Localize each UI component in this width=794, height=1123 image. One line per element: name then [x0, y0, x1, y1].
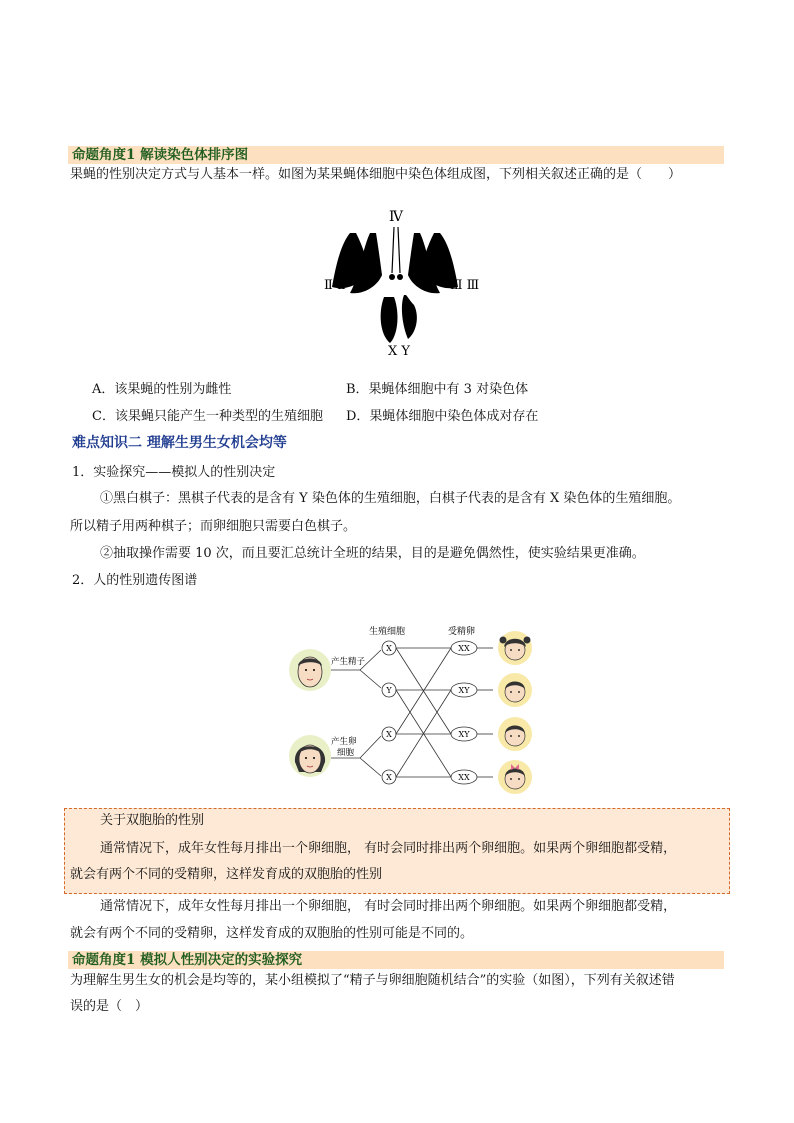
option-d: D．果蝇体细胞中染色体成对存在 — [346, 409, 539, 424]
paragraph-1a: ①黑白棋子：黑棋子代表的是含有 Y 染色体的生殖细胞，白棋子代表的是含有 X 染色体的生殖细胞。 — [100, 491, 681, 506]
father-label: 产生精子 — [331, 657, 366, 667]
inheritance-diagram — [285, 622, 545, 800]
box-line-1: 通常情况下，成年女性每月排出一个卵细胞， 有时会同时排出两个卵细胞。如果两个卵细胞都受精， — [100, 841, 677, 856]
chromosome-x — [381, 297, 398, 343]
section-heading: 难点知识二 理解生男生女机会均等 — [72, 435, 287, 451]
svg-text:X: X — [386, 730, 392, 739]
paragraph-twins-1: 通常情况下，成年女性每月排出一个卵细胞， 有时会同时排出两个卵细胞。如果两个卵细胞都受精， — [100, 899, 677, 914]
paragraph-2: ②抽取操作需要 10 次，而且要汇总统计全班的结果，目的是避免偶然性，使实验结果更准确。 — [100, 546, 645, 561]
boy-icon-2 — [498, 717, 532, 751]
label-iv: Ⅳ — [389, 209, 403, 225]
option-a: A．该果蝇的性别为雌性 — [92, 382, 232, 397]
boy-icon-1 — [498, 673, 532, 707]
label-iii: Ⅲ Ⅲ — [450, 278, 480, 293]
girl-icon-2 — [498, 760, 532, 794]
svg-text:XY: XY — [458, 730, 470, 739]
question-text: 为理解生男生女的机会是均等的，某小组模拟了“精子与卵细胞随机结合”的实验（如图），下列有关叙述错 — [70, 973, 675, 988]
svg-text:XX: XX — [458, 644, 470, 653]
header-zygote: 受精卵 — [448, 627, 476, 637]
section-title: 命题角度1 模拟人性别决定的实验探究 — [72, 952, 303, 968]
mother-icon — [289, 735, 331, 777]
option-b: B．果蝇体细胞中有 3 对染色体 — [346, 382, 529, 397]
item-1: 1．实验探究——模拟人的性别决定 — [72, 465, 276, 480]
chromosome-figure — [310, 205, 480, 360]
svg-text:X: X — [386, 773, 392, 782]
label-xy: X Y — [388, 344, 410, 359]
svg-text:X: X — [386, 644, 392, 653]
option-c: C．该果蝇只能产生一种类型的生殖细胞 — [92, 409, 323, 424]
box-line-2: 就会有两个不同的受精卵，这样发育成的双胞胎的性别 — [70, 867, 383, 882]
svg-text:XX: XX — [458, 773, 470, 782]
father-icon — [289, 649, 331, 691]
girl-icon-1 — [498, 631, 532, 665]
label-ii: Ⅱ Ⅱ — [324, 278, 346, 293]
chromosome-iv-b — [397, 274, 403, 280]
question-text-cont: 误的是（ ） — [70, 999, 149, 1014]
mother-label-2: 细胞 — [337, 748, 355, 758]
paragraph-twins-2: 就会有两个不同的受精卵，这样发育成的双胞胎的性别可能是不同的。 — [70, 926, 474, 941]
header-germ-cells: 生殖细胞 — [369, 627, 406, 637]
section-title: 命题角度1 解读染色体排序图 — [72, 147, 249, 163]
mother-label-1: 产生卵 — [331, 737, 357, 747]
chromosome-iv-a — [389, 274, 395, 280]
chromosome-y — [402, 295, 417, 339]
svg-text:XY: XY — [458, 686, 470, 695]
box-title: 关于双胞胎的性别 — [100, 813, 205, 828]
svg-text:Y: Y — [386, 686, 392, 695]
paragraph-1b: 所以精子用两种棋子；而卵细胞只需要白色棋子。 — [70, 519, 357, 534]
question-text: 果蝇的性别决定方式与人基本一样。如图为某果蝇体细胞中染色体组成图，下列相关叙述正确的是（ ） — [70, 167, 682, 182]
item-2: 2．人的性别遗传图谱 — [72, 573, 198, 588]
